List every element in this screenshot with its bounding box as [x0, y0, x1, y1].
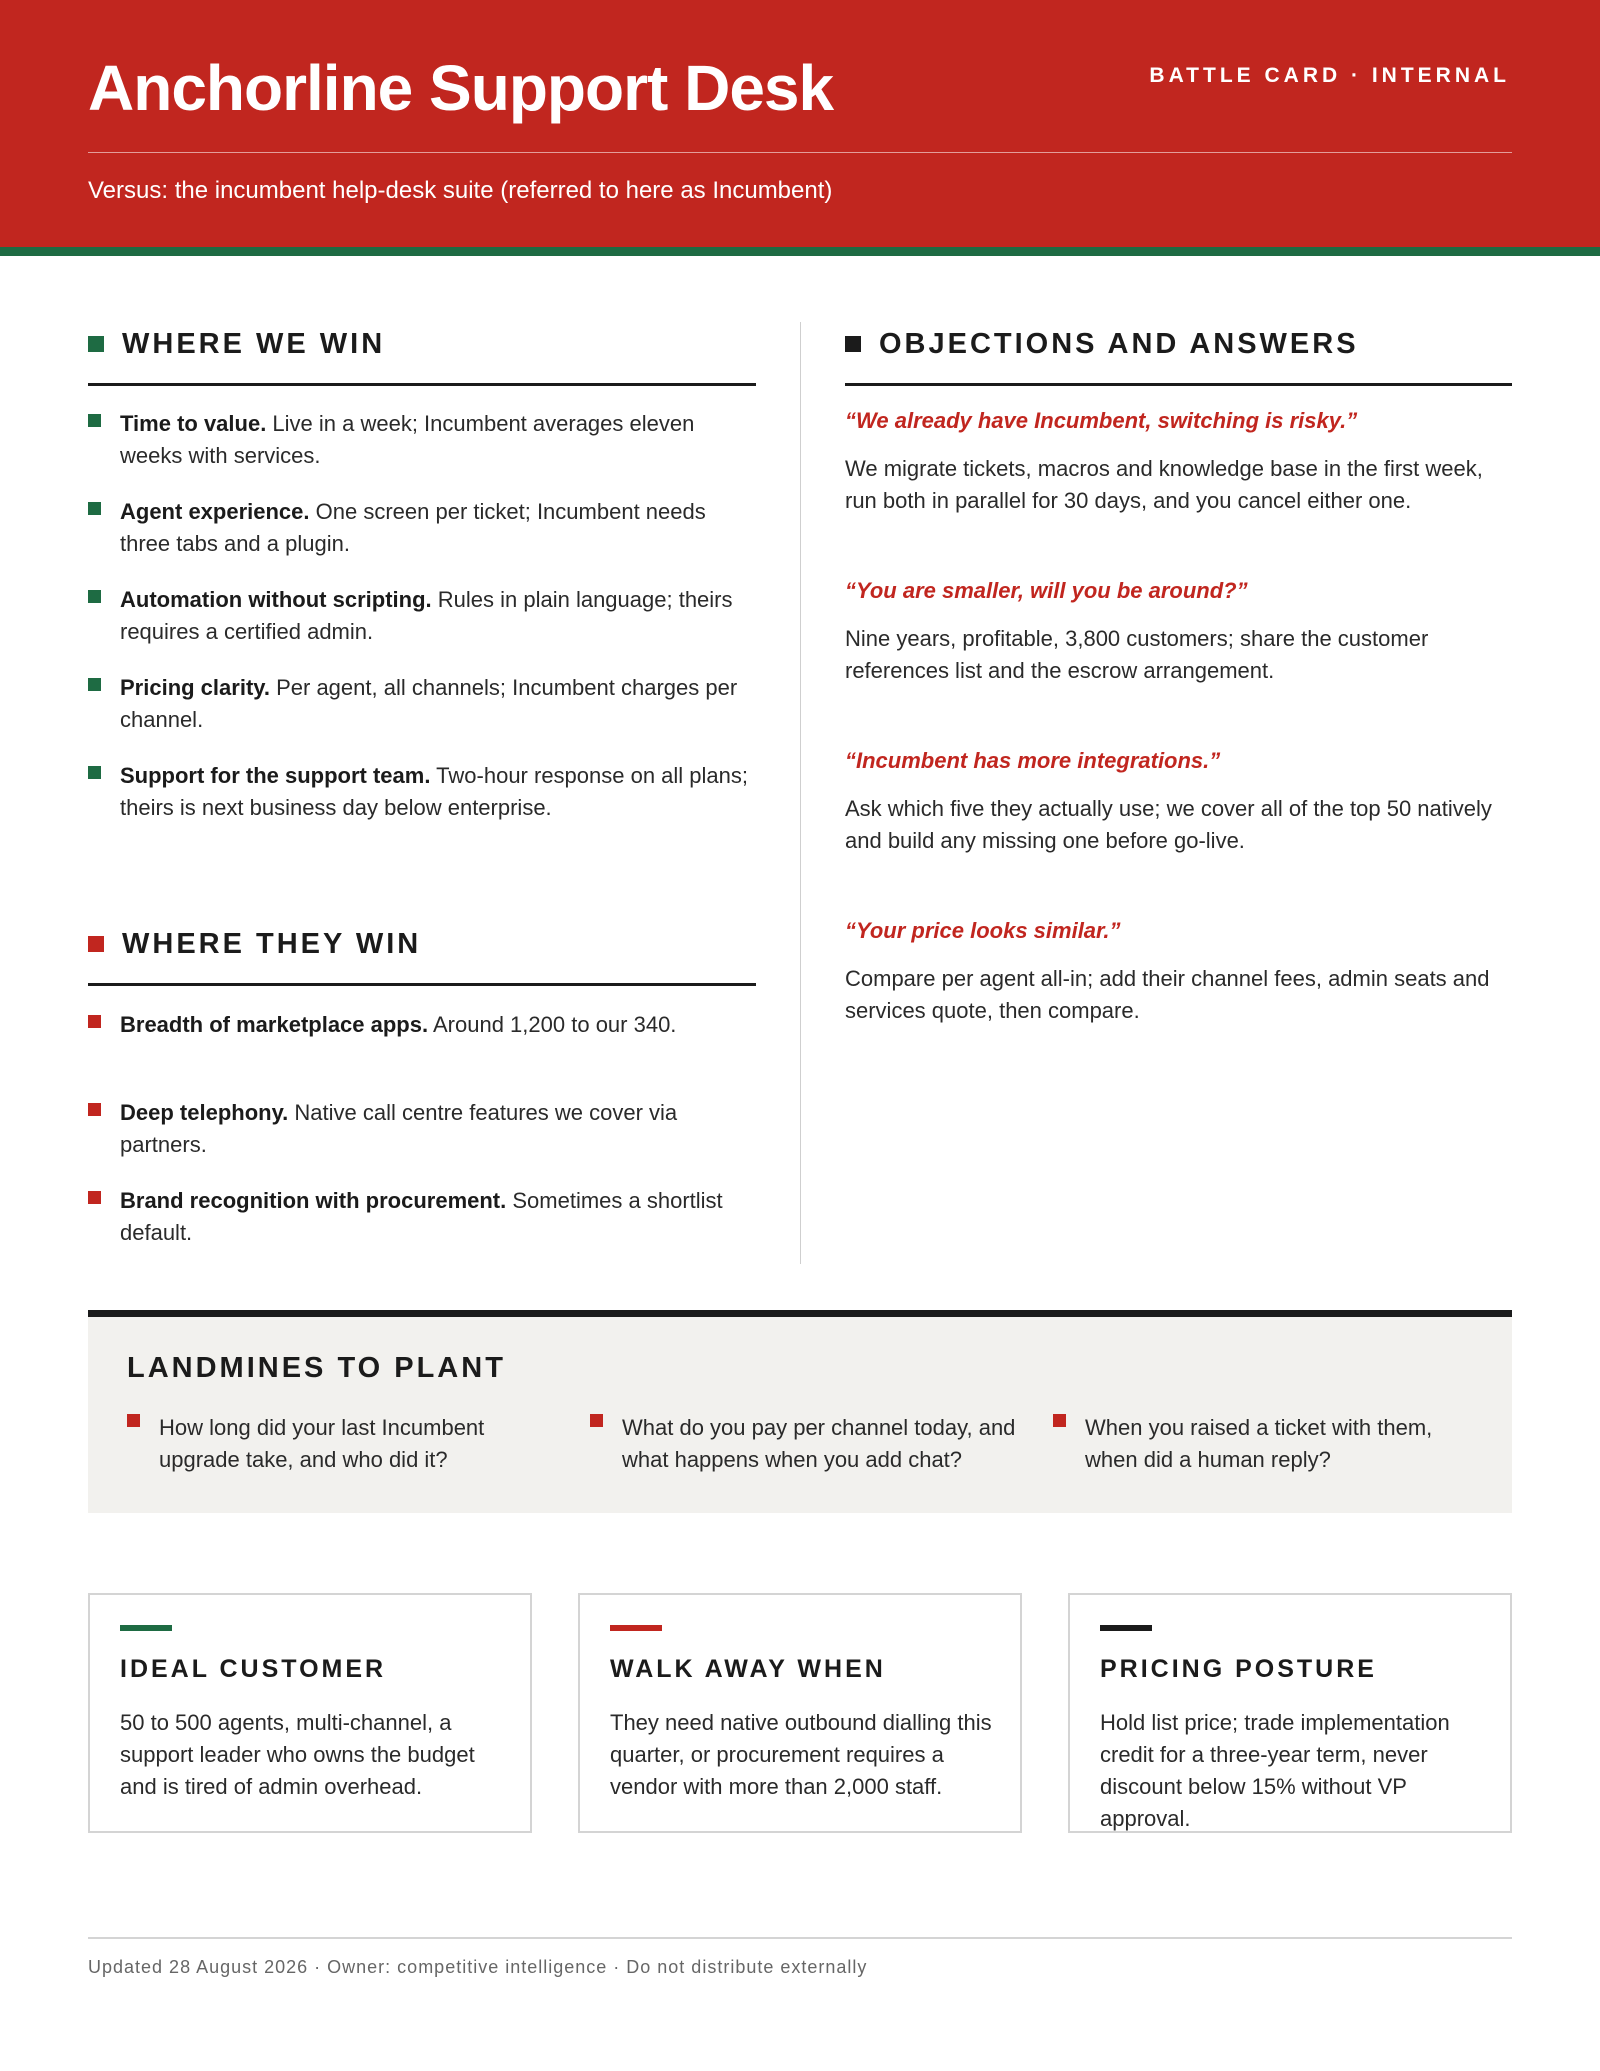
objection-quote: “We already have Incumbent, switching is risky.”	[845, 408, 1358, 433]
green-bullet-icon	[88, 414, 101, 427]
objection-item	[845, 745, 1515, 857]
objection-item	[845, 915, 1515, 1027]
landmine-text: What do you pay per channel today, and what happens when you add chat?	[622, 1415, 1016, 1472]
red-square-icon	[88, 936, 104, 952]
where-they-win-heading-text: WHERE THEY WIN	[122, 928, 422, 960]
where-they-win-heading	[88, 926, 421, 962]
item-text: Rules in plain language; theirs requires a certified admin.	[120, 587, 733, 644]
black-square-icon	[845, 336, 861, 352]
landmine-item	[127, 1412, 527, 1476]
where-they-win-rule	[88, 983, 756, 986]
item-text: Sometimes a shortlist default.	[120, 1188, 723, 1245]
objection-answer: Compare per agent all-in; add their channel fees, admin seats and services quote, then compare.	[845, 966, 1490, 1023]
item-text: Two-hour response on all plans; theirs is next business day below enterprise.	[120, 763, 749, 820]
where-we-win-heading-text: WHERE WE WIN	[122, 328, 386, 360]
objection-answer: Nine years, profitable, 3,800 customers; share the customer references list and the escrow arrangement.	[845, 626, 1429, 683]
classification-tag: BATTLE CARD · INTERNAL	[1149, 64, 1510, 87]
red-bullet-icon	[88, 1015, 101, 1028]
card-accent	[1100, 1625, 1152, 1631]
landmine-text: How long did your last Incumbent upgrade take, and who did it?	[159, 1415, 485, 1472]
item-lead: Support for the support team.	[120, 763, 431, 788]
item-text: Per agent, all channels; Incumbent charges per channel.	[120, 675, 738, 732]
footer-note: Updated 28 August 2026 · Owner: competitive intelligence · Do not distribute externally	[88, 1957, 868, 1977]
item-lead: Time to value.	[120, 411, 267, 436]
red-bullet-icon	[127, 1414, 140, 1427]
header-divider	[88, 152, 1512, 153]
red-bullet-icon	[590, 1414, 603, 1427]
red-bullet-icon	[1053, 1414, 1066, 1427]
item-lead: Agent experience.	[120, 499, 310, 524]
page-subtitle: Versus: the incumbent help-desk suite (referred to here as Incumbent)	[88, 177, 833, 204]
card-accent	[610, 1625, 662, 1631]
red-bullet-icon	[88, 1191, 101, 1204]
landmines-top-bar	[88, 1310, 1512, 1317]
list-item	[88, 1097, 756, 1161]
item-text: Live in a week; Incumbent averages eleven weeks with services.	[120, 411, 695, 468]
header-accent-stripe	[0, 247, 1600, 256]
card-title: WALK AWAY WHEN	[610, 1655, 886, 1683]
green-bullet-icon	[88, 678, 101, 691]
landmines-heading: LANDMINES TO PLANT	[127, 1352, 506, 1384]
green-bullet-icon	[88, 590, 101, 603]
list-item	[88, 584, 756, 648]
list-item	[88, 496, 756, 560]
item-lead: Brand recognition with procurement.	[120, 1188, 507, 1213]
objection-quote: “Your price looks similar.”	[845, 918, 1121, 943]
item-text: One screen per ticket; Incumbent needs three tabs and a plugin.	[120, 499, 706, 556]
objection-quote: “You are smaller, will you be around?”	[845, 578, 1248, 603]
landmine-item	[1053, 1412, 1483, 1476]
objection-answer: Ask which five they actually use; we cover all of the top 50 natively and build any missing one before go-live.	[845, 796, 1492, 853]
ideal-customer-card	[88, 1593, 532, 1833]
card-accent	[120, 1625, 172, 1631]
item-lead: Automation without scripting.	[120, 587, 432, 612]
objection-answer: We migrate tickets, macros and knowledge base in the first week, run both in parallel for 30 days, and you cancel either one.	[845, 456, 1483, 513]
item-lead: Breadth of marketplace apps.	[120, 1012, 429, 1037]
objections-heading-text: OBJECTIONS AND ANSWERS	[879, 328, 1359, 360]
item-text: Around 1,200 to our 340.	[428, 1012, 677, 1037]
green-bullet-icon	[88, 766, 101, 779]
card-title: PRICING POSTURE	[1100, 1655, 1377, 1683]
card-body: Hold list price; trade implementation credit for a three-year term, never discount below 15% without VP approval.	[1100, 1710, 1450, 1831]
objection-quote: “Incumbent has more integrations.”	[845, 748, 1221, 773]
list-item	[88, 760, 756, 824]
landmine-text: When you raised a ticket with them, when did a human reply?	[1085, 1415, 1433, 1472]
green-square-icon	[88, 336, 104, 352]
header-banner	[0, 0, 1600, 247]
where-they-win-list	[88, 1009, 756, 1249]
list-item	[88, 1185, 756, 1249]
card-body: 50 to 500 agents, multi-channel, a support leader who owns the budget and is tired of admin overhead.	[120, 1710, 475, 1799]
objections-list	[845, 405, 1515, 1085]
landmine-item	[590, 1412, 1030, 1476]
walk-away-card	[578, 1593, 1022, 1833]
footer-divider	[88, 1937, 1512, 1939]
list-item	[88, 408, 756, 472]
objection-item	[845, 405, 1515, 517]
objections-heading	[845, 326, 1359, 362]
pricing-posture-card	[1068, 1593, 1512, 1833]
objections-rule	[845, 383, 1512, 386]
where-we-win-list	[88, 408, 756, 824]
column-divider	[800, 322, 801, 1264]
green-bullet-icon	[88, 502, 101, 515]
card-title: IDEAL CUSTOMER	[120, 1655, 387, 1683]
item-text: Native call centre features we cover via partners.	[120, 1100, 678, 1157]
list-item	[88, 1009, 756, 1041]
objection-item	[845, 575, 1515, 687]
item-lead: Pricing clarity.	[120, 675, 270, 700]
card-body: They need native outbound dialling this quarter, or procurement requires a vendor with more than 2,000 staff.	[610, 1710, 992, 1799]
where-we-win-heading	[88, 326, 385, 362]
list-item	[88, 672, 756, 736]
page-title: Anchorline Support Desk	[88, 52, 834, 124]
item-lead: Deep telephony.	[120, 1100, 289, 1125]
where-we-win-rule	[88, 383, 756, 386]
red-bullet-icon	[88, 1103, 101, 1116]
